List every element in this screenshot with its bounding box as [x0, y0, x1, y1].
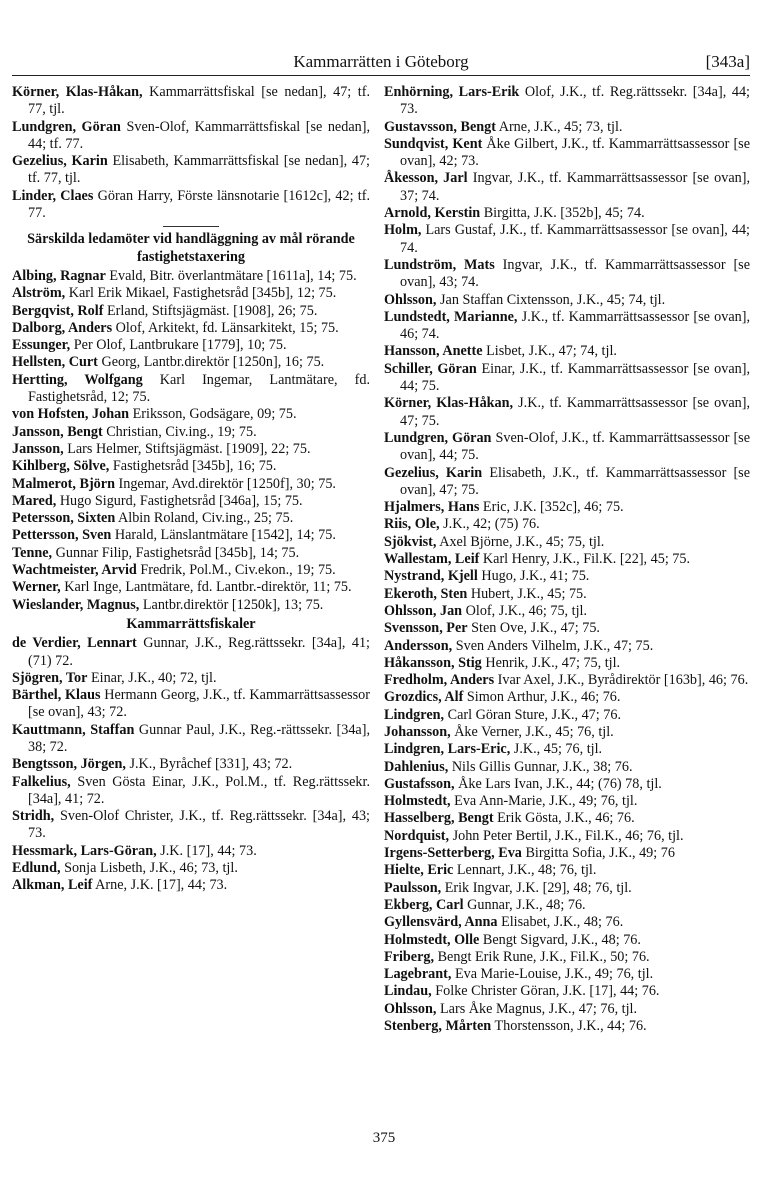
register-entry [384, 620, 750, 637]
entry-name: Albing, Ragnar [12, 267, 106, 284]
entry-details: Hubert, J.K., 45; 75. [467, 585, 587, 602]
register-entry [12, 372, 370, 407]
register-entry [384, 516, 750, 533]
entry-details: J.K., tf. Kammarrättsassessor [se ovan], 46; 74. [400, 308, 751, 343]
entry-name: Johansson, [384, 723, 451, 740]
register-entry [12, 597, 370, 614]
register-entry [384, 949, 750, 966]
register-entry [384, 638, 750, 655]
entry-details: Fredrik, Pol.M., Civ.ekon., 19; 75. [136, 562, 336, 579]
entry-name: Holm, [384, 222, 422, 239]
entry-name: Essunger, [12, 337, 71, 354]
entry-details: Lars Gustaf, J.K., tf. Kammarrättsassessor [se ovan], 44; 74. [400, 222, 750, 256]
entry-name: Riis, Ole, [384, 516, 440, 533]
entry-details: Ingvar, J.K., tf. Kammarrättsassessor [se ovan], 43; 74. [400, 256, 750, 291]
entry-name: Hessmark, Lars-Göran, [12, 842, 157, 859]
entry-details: J.K., tf. Kammarrättsassessor [se ovan], 47; 75. [400, 395, 750, 429]
entry-details: Erik Gösta, J.K., 46; 76. [493, 810, 635, 827]
register-entry [384, 292, 750, 309]
register-entry [12, 441, 370, 458]
entry-details: Gunnar Filip, Fastighetsråd [345b], 14; 75. [52, 544, 300, 561]
entry-details: Ingvar, J.K., tf. Kammarrättsassessor [se ovan], 37; 74. [400, 170, 750, 204]
entry-details: Lars Helmer, Stiftsjägmäst. [1909], 22; 75. [63, 440, 311, 457]
entry-details: J.K., 42; (75) 76. [439, 516, 540, 533]
register-entry [384, 551, 750, 568]
entry-name: Åkesson, Jarl [384, 170, 468, 187]
entry-name: Sundqvist, Kent [384, 135, 483, 152]
entry-name: Ekeroth, Sten [384, 585, 468, 602]
register-entry [12, 545, 370, 562]
register-entry [12, 268, 370, 285]
entry-name: Lagebrant, [384, 966, 452, 983]
entry-name: Kauttmann, Staffan [12, 721, 135, 738]
entry-name: Nordquist, [384, 827, 450, 844]
entry-details: Birgitta Sofia, J.K., 49; 76 [521, 845, 675, 862]
register-entry [384, 309, 750, 344]
register-entry [12, 579, 370, 596]
entry-name: Wallestam, Leif [384, 551, 480, 568]
entry-name: Paulsson, [384, 879, 442, 896]
entry-name: Ohlsson, [384, 1000, 437, 1017]
register-entry [384, 343, 750, 360]
register-entry [12, 119, 370, 154]
entry-name: Wachtmeister, Arvid [12, 562, 137, 579]
entry-name: Petersson, Sixten [12, 510, 116, 527]
entry-name: Arnold, Kerstin [384, 205, 481, 222]
register-entry [384, 465, 750, 500]
register-entry [12, 774, 370, 809]
entry-details: Hugo Sigurd, Fastighetsråd [346a], 15; 75. [56, 492, 303, 509]
register-entry [384, 430, 750, 465]
entry-name: Alkman, Leif [12, 877, 93, 894]
entry-name: Svensson, Per [384, 620, 468, 637]
entry-name: Irgens-Setterberg, Eva [384, 845, 522, 862]
entry-details: Einar, J.K., tf. Kammarrättsassessor [se ovan], 44; 75. [400, 360, 750, 395]
entry-details: Sven-Olof, J.K., tf. Kammarrättsassessor [se ovan], 44; 75. [400, 429, 750, 464]
register-entry [12, 406, 370, 423]
register-entry [384, 205, 750, 222]
register-entry [12, 303, 370, 320]
entry-details: Karl Ingemar, Lantmätare, fd. Fastighetsråd, 12; 75. [28, 371, 370, 406]
entry-name: Dalborg, Anders [12, 319, 113, 336]
entry-details: Erland, Stiftsjägmäst. [1908], 26; 75. [103, 302, 318, 319]
entry-details: Gunnar, J.K., Reg.rättssekr. [34a], 41; (71) 72. [28, 635, 370, 669]
entry-name: Bärthel, Klaus [12, 687, 101, 704]
section-reference: [343a] [705, 52, 750, 71]
entry-name: Alström, [12, 285, 66, 302]
entry-name: Dahlenius, [384, 758, 449, 775]
register-entry [12, 476, 370, 493]
entry-name: Grozdics, Alf [384, 689, 464, 706]
entry-name: Körner, Klas-Håkan, [12, 84, 143, 100]
entry-details: Åke Lars Ivan, J.K., 44; (76) 78, tjl. [454, 775, 662, 792]
register-entry [384, 707, 750, 724]
register-entry [12, 670, 370, 687]
register-entry [384, 119, 750, 136]
entry-name: Sjögren, Tor [12, 669, 88, 686]
register-entry [384, 1001, 750, 1018]
register-entry [384, 828, 750, 845]
entry-name: Tenne, [12, 544, 53, 561]
entry-name: Schiller, Göran [384, 360, 477, 377]
register-entry [12, 153, 370, 188]
entry-details: Åke Verner, J.K., 45; 76, tjl. [450, 723, 614, 740]
register-entry [384, 845, 750, 862]
entry-details: Bengt Erik Rune, J.K., Fil.K., 50; 76. [434, 948, 650, 965]
entry-details: Gunnar Paul, J.K., Reg.-rättssekr. [34a], 38; 72. [28, 721, 370, 755]
entry-details: Christian, Civ.ing., 19; 75. [102, 423, 257, 440]
entry-details: Fastighetsråd [345b], 16; 75. [109, 458, 277, 475]
entry-name: Lundström, Mats [384, 256, 495, 273]
register-entry [384, 689, 750, 706]
entry-name: Lundgren, Göran [384, 429, 492, 446]
register-entry [384, 880, 750, 897]
register-entry [384, 741, 750, 758]
register-entry [384, 983, 750, 1000]
entry-name: Nystrand, Kjell [384, 568, 478, 585]
entry-details: Ingemar, Avd.direktör [1250f], 30; 75. [114, 475, 336, 492]
entry-name: Hielte, Eric [384, 862, 454, 879]
entry-details: Eriksson, Godsägare, 09; 75. [129, 406, 297, 423]
register-entry [12, 860, 370, 877]
entry-details: Simon Arthur, J.K., 46; 76. [463, 689, 621, 706]
page-header [12, 50, 750, 76]
entry-details: Jan Staffan Cixtensson, J.K., 45; 74, tjl. [436, 291, 666, 308]
register-entry [384, 932, 750, 949]
entry-details: Arne, J.K., 45; 73, tjl. [495, 118, 623, 135]
entry-name: Friberg, [384, 948, 435, 965]
register-entry [384, 361, 750, 396]
entry-details: Hugo, J.K., 41; 75. [477, 568, 590, 585]
register-entry [12, 188, 370, 223]
register-entry [12, 424, 370, 441]
entry-details: Lennart, J.K., 48; 76, tjl. [453, 862, 597, 879]
register-entry [384, 655, 750, 672]
register-entry [12, 562, 370, 579]
entry-name: Ohlsson, Jan [384, 602, 463, 619]
entry-details: Karl Erik Mikael, Fastighetsråd [345b], 12; 75. [65, 285, 337, 302]
entry-name: Gustavsson, Bengt [384, 118, 496, 135]
entry-name: Bergqvist, Rolf [12, 302, 104, 319]
entry-name: Werner, [12, 579, 61, 596]
register-entry [12, 527, 370, 544]
entry-name: Lundstedt, Marianne, [384, 308, 518, 325]
entry-name: Linder, Claes [12, 187, 94, 204]
register-entry [384, 499, 750, 516]
entry-details: Eva Marie-Louise, J.K., 49; 76, tjl. [451, 966, 654, 983]
entry-name: Håkansson, Stig [384, 654, 482, 671]
entry-name: Lindgren, [384, 706, 445, 723]
entry-name: Enhörning, Lars-Erik [384, 84, 520, 100]
entry-details: Olof, J.K., 46; 75, tjl. [462, 602, 588, 619]
entry-details: Sven Gösta Einar, J.K., Pol.M., tf. Reg.rättssekr. [34a], 41; 72. [28, 773, 370, 807]
entry-name: Hellsten, Curt [12, 354, 98, 371]
entry-name: Edlund, [12, 860, 61, 877]
register-entry [12, 877, 370, 894]
entry-details: Elisabeth, Kammarrättsfiskal [se nedan], 47; tf. 77, tjl. [28, 153, 370, 187]
entry-details: Karl Inge, Lantmätare, fd. Lantbr.-direktör, 11; 75. [60, 579, 352, 596]
entry-name: Mared, [12, 492, 57, 509]
register-entry [384, 222, 750, 257]
entry-name: Holmstedt, Olle [384, 931, 480, 948]
entry-name: Fredholm, Anders [384, 672, 495, 689]
entry-name: Lindgren, Lars-Eric, [384, 741, 511, 758]
right-column [384, 84, 750, 1035]
register-entry [12, 493, 370, 510]
entry-name: Gezelius, Karin [12, 153, 108, 170]
entry-name: Andersson, [384, 637, 453, 654]
entry-details: Gunnar, J.K., 48; 76. [463, 896, 586, 913]
entry-name: Lindau, [384, 983, 432, 1000]
entry-name: Körner, Klas-Håkan, [384, 395, 514, 412]
entry-details: Georg, Lantbr.direktör [1250n], 16; 75. [97, 354, 325, 371]
register-entry [12, 354, 370, 371]
register-entry [384, 810, 750, 827]
register-entry [384, 862, 750, 879]
register-entry [384, 724, 750, 741]
register-entry [384, 84, 750, 119]
entry-details: Harald, Länslantmätare [1542], 14; 75. [111, 527, 336, 544]
register-entry [384, 170, 750, 205]
entry-details: Sonja Lisbeth, J.K., 46; 73, tjl. [60, 860, 238, 877]
entry-name: Holmstedt, [384, 793, 451, 810]
register-entry [12, 84, 370, 119]
register-entry [12, 756, 370, 773]
register-entry [12, 337, 370, 354]
register-entry [384, 257, 750, 292]
entry-details: Arne, J.K. [17], 44; 73. [92, 877, 228, 894]
entry-details: Henrik, J.K., 47; 75, tjl. [481, 654, 621, 671]
page-number: 375 [372, 1130, 396, 1146]
entry-details: Hermann Georg, J.K., tf. Kammarrättsassessor [se ovan], 43; 72. [28, 687, 370, 721]
entry-details: Erik Ingvar, J.K. [29], 48; 76, tjl. [441, 879, 632, 896]
register-entry [384, 759, 750, 776]
running-title: Kammarrätten i Göteborg [293, 52, 469, 71]
entry-details: Elisabeth, J.K., tf. Kammarrättsassessor [se ovan], 47; 75. [400, 464, 750, 498]
entry-name: Hertting, Wolfgang [12, 371, 143, 388]
register-entry [384, 914, 750, 931]
entry-details: Folke Christer Göran, J.K. [17], 44; 76. [431, 983, 660, 1000]
entry-details: Lars Åke Magnus, J.K., 47; 76, tjl. [436, 1000, 638, 1017]
entry-name: Jansson, [12, 440, 64, 457]
entry-name: Hjalmers, Hans [384, 499, 480, 516]
entry-name: Bengtsson, Jörgen, [12, 756, 126, 773]
entry-name: Malmerot, Björn [12, 475, 115, 492]
register-entry [384, 534, 750, 551]
entry-name: Hasselberg, Bengt [384, 810, 494, 827]
entry-details: Albin Roland, Civ.ing., 25; 75. [115, 510, 294, 527]
entry-name: Lundgren, Göran [12, 118, 121, 135]
entry-details: Eric, J.K. [352c], 46; 75. [479, 499, 624, 516]
register-entry [12, 722, 370, 757]
register-entry [384, 966, 750, 983]
entry-details: Sten Ove, J.K., 47; 75. [467, 620, 600, 637]
entry-name: Stenberg, Mårten [384, 1018, 492, 1035]
entry-name: Hansson, Anette [384, 343, 483, 360]
section-heading: Särskilda ledamöter vid handläggning av mål rörande fastighetstaxering [27, 231, 355, 265]
entry-details: Bengt Sigvard, J.K., 48; 76. [479, 931, 641, 948]
entry-details: Thorstensson, J.K., 44; 76. [491, 1018, 647, 1035]
entry-details: Karl Henry, J.K., Fil.K. [22], 45; 75. [479, 551, 691, 568]
register-entry [384, 672, 750, 689]
entry-details: Åke Gilbert, J.K., tf. Kammarrättsassessor [se ovan], 42; 73. [400, 135, 750, 170]
register-entry [384, 395, 750, 430]
entry-name: Falkelius, [12, 773, 71, 790]
entry-details: Carl Göran Sture, J.K., 47; 76. [444, 706, 621, 723]
register-entry [384, 897, 750, 914]
entry-details: Sven-Olof Christer, J.K., tf. Reg.rättssekr. [34a], 43; 73. [28, 808, 370, 842]
entry-details: Lisbet, J.K., 47; 74, tjl. [482, 343, 617, 360]
register-entry [12, 843, 370, 860]
register-entry [384, 793, 750, 810]
entry-details: Evald, Bitr. överlantmätare [1611a], 14; 75. [105, 267, 357, 284]
register-entry [384, 1018, 750, 1035]
entry-details: J.K., Byråchef [331], 43; 72. [125, 756, 293, 773]
entry-details: Olof, J.K., tf. Reg.rättssekr. [34a], 44; 73. [400, 84, 750, 118]
entry-details: J.K., 45; 76, tjl. [510, 741, 603, 758]
entry-name: Pettersson, Sven [12, 527, 112, 544]
entry-name: Jansson, Bengt [12, 423, 103, 440]
entry-details: Kammarrättsfiskal [se nedan], 47; tf. 77, tjl. [28, 84, 370, 118]
entry-name: Gezelius, Karin [384, 464, 483, 481]
register-entry [12, 687, 370, 722]
entry-details: Per Olof, Lantbrukare [1779], 10; 75. [70, 337, 287, 354]
register-entry [384, 586, 750, 603]
entry-details: J.K. [17], 44; 73. [156, 842, 257, 859]
register-entry [12, 808, 370, 843]
entry-details: Olof, Arkitekt, fd. Länsarkitekt, 15; 75. [112, 319, 339, 336]
entry-name: von Hofsten, Johan [12, 406, 130, 423]
header-rule [12, 75, 750, 76]
entry-details: Elisabet, J.K., 48; 76. [497, 914, 624, 931]
register-entry [384, 136, 750, 171]
entry-details: Göran Harry, Förste länsnotarie [1612c], 42; tf. 77. [28, 187, 370, 222]
left-column [12, 84, 370, 895]
entry-name: Wieslander, Magnus, [12, 596, 140, 613]
entry-name: Ohlsson, [384, 291, 437, 308]
entry-name: de Verdier, Lennart [12, 635, 137, 652]
entry-details: John Peter Bertil, J.K., Fil.K., 46; 76, tjl. [449, 827, 684, 844]
section-heading: Kammarrättsfiskaler [126, 615, 256, 632]
entry-details: Axel Björne, J.K., 45; 75, tjl. [436, 533, 605, 550]
entry-name: Gustafsson, [384, 775, 455, 792]
entry-details: Eva Ann-Marie, J.K., 49; 76, tjl. [450, 793, 638, 810]
section-divider [163, 226, 219, 227]
entry-name: Stridh, [12, 808, 55, 825]
register-entry [12, 635, 370, 670]
entry-details: Ivar Axel, J.K., Byrådirektör [163b], 46; 76. [494, 672, 749, 689]
register-entry [12, 285, 370, 302]
entry-details: Nils Gillis Gunnar, J.K., 38; 76. [448, 758, 633, 775]
entry-details: Sven-Olof, Kammarrättsfiskal [se nedan], 44; tf. 77. [28, 118, 370, 152]
register-entry [384, 603, 750, 620]
entry-name: Sjökvist, [384, 533, 437, 550]
entry-details: Lantbr.direktör [1250k], 13; 75. [139, 596, 324, 613]
entry-details: Einar, J.K., 40; 72, tjl. [87, 669, 217, 686]
register-entry [12, 320, 370, 337]
register-entry [12, 510, 370, 527]
register-entry [384, 568, 750, 585]
register-entry [12, 458, 370, 475]
entry-name: Kihlberg, Sölve, [12, 458, 110, 475]
entry-name: Gyllensvärd, Anna [384, 914, 498, 931]
register-entry [384, 776, 750, 793]
entry-details: Sven Anders Vilhelm, J.K., 47; 75. [452, 637, 654, 654]
entry-name: Ekberg, Carl [384, 896, 464, 913]
entry-details: Birgitta, J.K. [352b], 45; 74. [480, 205, 645, 222]
